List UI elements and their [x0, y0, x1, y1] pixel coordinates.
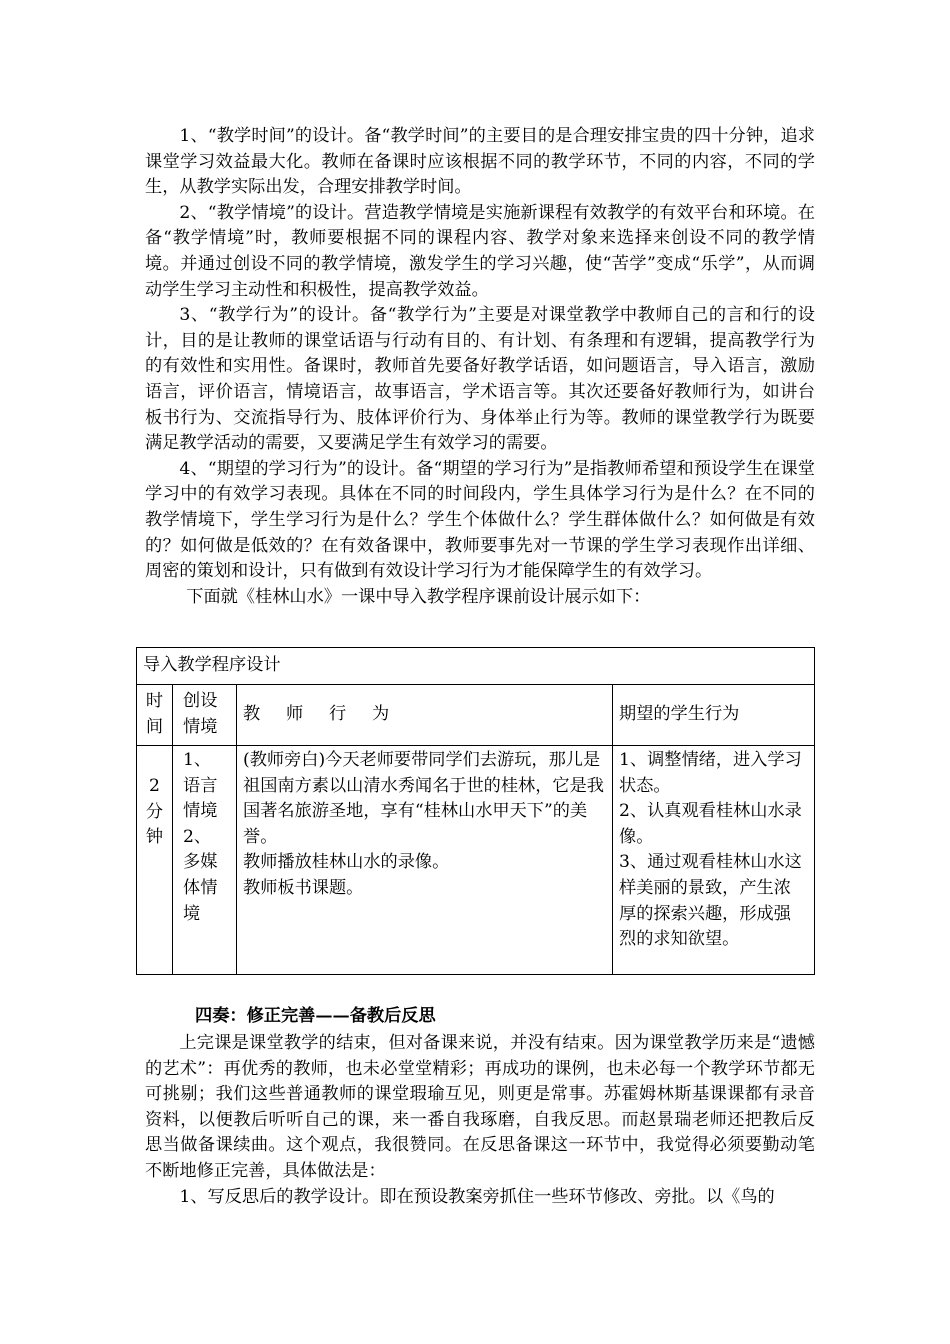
teacher-line: 教师播放桂林山水的录像。 — [243, 852, 450, 873]
cell-situation — [173, 746, 237, 975]
student-line: 3、通过观看桂林山水这样美丽的景致，产生浓厚的探索兴趣，形成强烈的求知欲望。 — [619, 852, 802, 950]
header-time: 时间 — [137, 685, 173, 746]
header-teacher-label: 教师行为 — [243, 704, 415, 725]
student-line: 2、认真观看桂林山水录像。 — [619, 801, 802, 847]
table-row — [137, 746, 815, 975]
reflection-paragraph: 上完课是课堂教学的结束，但对备课来说，并没有结束。因为课堂教学历来是“遗憾的艺术”：再优秀的教师，也未必堂堂精彩；再成功的课例，也未必每一个教学环节都无可挑剔；我们这些普通教师的课堂瑕瑜互见，则更是常事。苏霍姆林斯基课课都有录音资料，以便教后听听自己的课，来一番自我琢磨，自我反思。而赵景瑞老师还把教后反思当做备课续曲。这个观点，我很赞同。在反思备课这一环节中，我觉得必须要勤动笔不断地修正完善，具体做法是： — [145, 1033, 815, 1181]
student-line: 1、调整情绪，进入学习状态。 — [619, 750, 802, 796]
header-teacher — [237, 685, 613, 746]
situation-item: 1、语言情境 — [183, 750, 218, 822]
body-text — [145, 124, 815, 610]
lesson-design-table — [136, 647, 815, 975]
cell-student — [613, 746, 815, 975]
section-heading: 四奏：修正完善——备教后反思 — [195, 1006, 436, 1026]
table-header-row — [137, 685, 815, 746]
table-title: 导入教学程序设计 — [137, 648, 815, 685]
paragraph-expected-learning: 4、“期望的学习行为”的设计。备“期望的学习行为”是指教师希望和预设学生在课堂学习中的有效学习表现。具体在不同的时间段内，学生具体学习行为是什么？在不同的教学情境下，学生学习行为是什么？学生个体做什么？学生群体做什么？如何做是有效的？如何做是低效的？在有效备课中，教师要事先对一节课的学生学习表现作出详细、周密的策划和设计，只有做到有效设计学习行为才能保障学生的有效学习。 — [145, 458, 815, 582]
table-caption: 下面就《桂林山水》一课中导入教学程序课前设计展示如下： — [186, 586, 651, 607]
teacher-line: 教师板书课题。 — [243, 877, 364, 898]
paragraph-teaching-time: 1、“教学时间”的设计。备“教学时间”的主要目的是合理安排宝贵的四十分钟，追求课堂学习效益最大化。教师在备课时应该根据不同的教学环节，不同的内容，不同的学生，从教学实际出发，合理安排教学时间。 — [145, 126, 815, 198]
header-student: 期望的学生行为 — [613, 685, 815, 746]
cell-time: 2分钟 — [137, 746, 173, 975]
paragraph-teaching-behavior: 3、“教学行为”的设计。备“教学行为”主要是对课堂教学中教师自己的言和行的设计，目的是让教师的课堂话语与行动有目的、有计划、有条理和有逻辑，提高教学行为的有效性和实用性。备课时，教师首先要备好教学话语，如问题语言，导入语言，激励语言，评价语言，情境语言，故事语言，学术语言等。其次还要备好教师行为，如讲台板书行为、交流指导行为、肢体评价行为、身体举止行为等。教师的课堂教学行为既要满足教学活动的需要，又要满足学生有效学习的需要。 — [145, 305, 815, 454]
paragraph-teaching-situation: 2、“教学情境”的设计。营造教学情境是实施新课程有效教学的有效平台和环境。在备“教学情境”时，教师要根据不同的课程内容、教学对象来选择来创设不同的教学情境。并通过创设不同的教学情境，激发学生的学习兴趣，使“苦学”变成“乐学”，从而调动学生学习主动性和积极性，提高教学效益。 — [145, 202, 815, 300]
teacher-line: (教师旁白)今天老师要带同学们去游玩，那儿是祖国南方素以山清水秀闻名于世的桂林，它是我国著名旅游圣地，享有“桂林山水甲天下”的美誉。 — [243, 750, 604, 847]
cell-teacher — [237, 746, 613, 975]
header-situation: 创设情境 — [173, 685, 237, 746]
table-title-row — [137, 648, 815, 685]
reflection-paragraph: 1、写反思后的教学设计。即在预设教案旁抓住一些环节修改、旁批。以《鸟的 — [179, 1186, 775, 1207]
reflection-section — [145, 1003, 815, 1210]
situation-item: 2、多媒体情境 — [183, 826, 218, 924]
